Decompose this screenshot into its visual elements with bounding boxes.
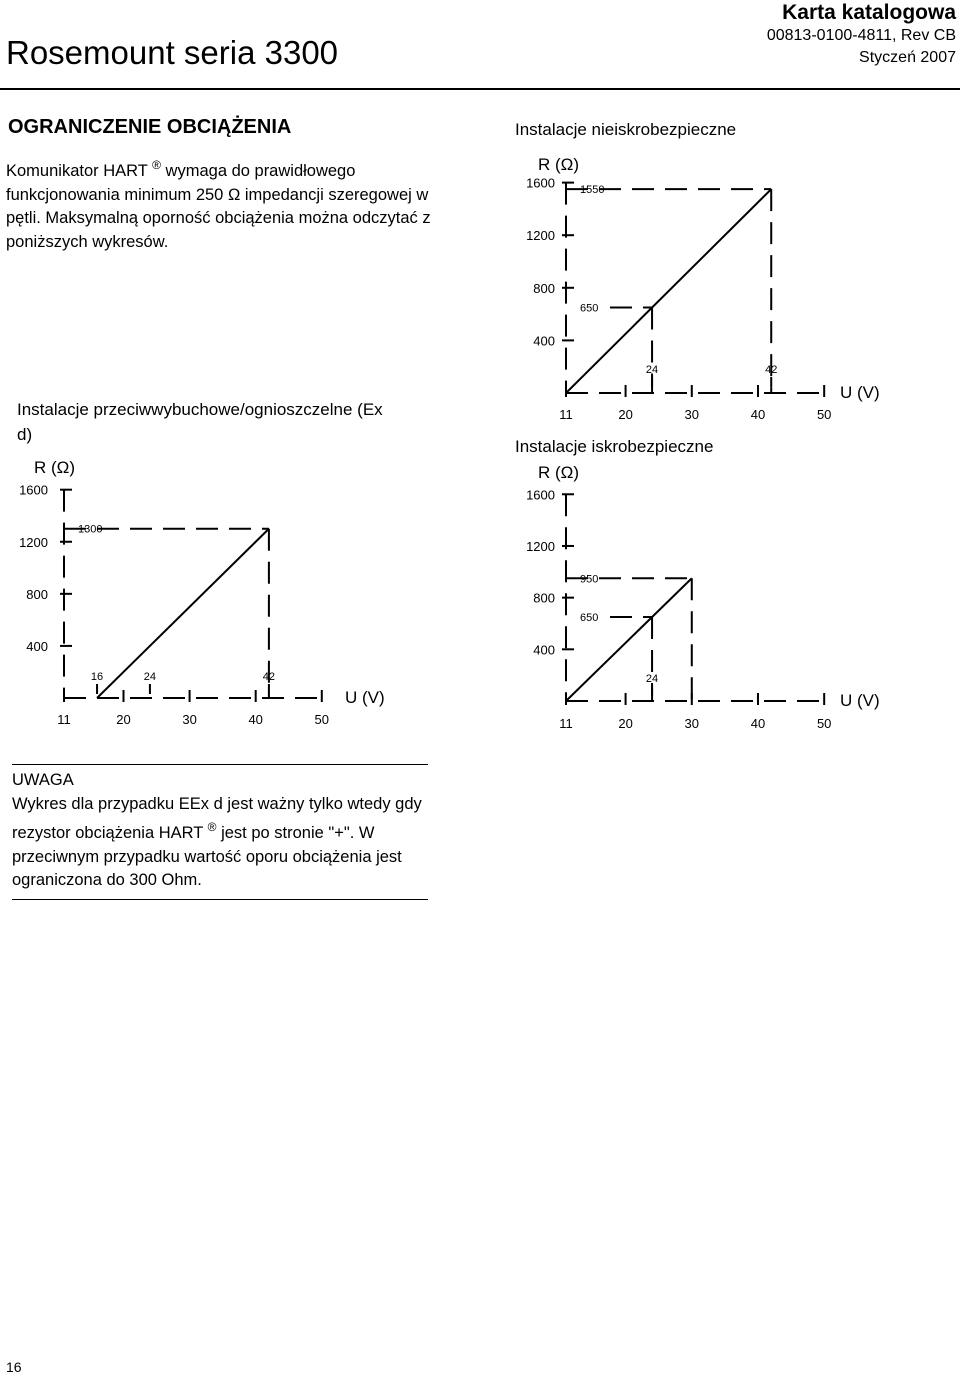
note-box [12,764,428,900]
chart-title: Instalacje nieiskrobezpieczne [515,120,737,139]
x-tick-label: 40 [750,407,766,422]
registered-mark: ® [207,820,217,834]
x-tick-label: 20 [116,712,131,727]
x-marker-label: 24 [143,671,157,683]
x-axis-label: U (V) [345,688,385,707]
x-marker-label: 24 [645,364,659,376]
x-tick-label: 11 [57,712,71,727]
x-tick-label: 11 [559,716,573,731]
y-tick-label: 400 [26,638,48,654]
chart-title: Instalacje przeciwwybuchowe/ognioszczelne (Ex [17,400,383,419]
x-marker-label: 42 [765,364,778,376]
x-tick-label: 50 [314,712,330,727]
x-axis-label: U (V) [840,383,880,402]
document-date: Styczeń 2007 [859,49,956,66]
x-marker-label: 24 [645,673,659,685]
marker-label: 650 [580,302,599,315]
note-text-part1: Wykres dla przypadku EEx d jest ważny tylko wtedy gdy rezystor obciążenia HART [12,794,422,842]
document-title: Rosemount seria 3300 [6,34,339,71]
y-axis-label: R (Ω) [538,155,580,174]
body-text-part2: wymaga do prawidłowego funkcjonowania minimum 250 Ω impedancji szeregowej w pętli. Maksymalną oporność obciążenia można odczytać z poniższych wykresów. [6,162,431,251]
chart-title: d) [17,425,33,444]
note-text-part2: jest po stronie "+". W przeciwnym przypadku wartość oporu obciążenia jest ograniczona do 300 Ohm. [12,824,402,889]
x-tick-label: 30 [182,712,197,727]
body-text-part1: Komunikator HART [6,162,148,180]
y-axis-label: R (Ω) [34,458,76,477]
y-tick-label: 800 [26,586,48,602]
x-tick-label: 40 [248,712,263,727]
x-marker-label: 42 [262,671,276,683]
document-kind: Karta katalogowa [782,1,956,24]
x-tick-label: 40 [750,716,766,731]
y-tick-label: 1600 [526,175,555,191]
x-tick-label: 20 [618,716,633,731]
chart-title: Instalacje iskrobezpieczne [515,437,714,456]
registered-mark: ® [152,158,161,172]
y-tick-label: 800 [533,280,555,296]
max-resistance-label: 1550 [580,184,605,197]
y-tick-label: 1600 [526,487,555,503]
y-tick-label: 1200 [526,228,555,244]
x-marker-label: 16 [90,671,104,683]
y-axis-label: R (Ω) [538,463,580,482]
x-tick-label: 30 [684,407,700,422]
y-tick-label: 400 [533,333,555,349]
load-line-ramp [566,578,692,701]
x-tick-label: 30 [684,716,700,731]
marker-label: 650 [580,612,599,625]
page-number: 16 [6,1359,22,1375]
y-tick-label: 800 [533,590,555,606]
max-resistance-label: 1300 [78,523,103,536]
note-heading: UWAGA [12,771,74,789]
x-tick-label: 20 [618,407,633,422]
y-tick-label: 1200 [526,538,555,554]
note-text [12,793,428,893]
x-tick-label: 50 [816,716,832,731]
y-tick-label: 400 [533,642,555,658]
y-tick-label: 1200 [19,534,48,550]
x-tick-label: 11 [559,407,573,422]
document-number: 00813-0100-4811, Rev CB [766,27,956,44]
max-resistance-label: 950 [580,573,599,586]
x-axis-label: U (V) [840,691,880,710]
x-tick-label: 50 [816,407,832,422]
section-heading: OGRANICZENIE OBCIĄŻENIA [8,116,292,138]
y-tick-label: 1600 [19,482,48,498]
